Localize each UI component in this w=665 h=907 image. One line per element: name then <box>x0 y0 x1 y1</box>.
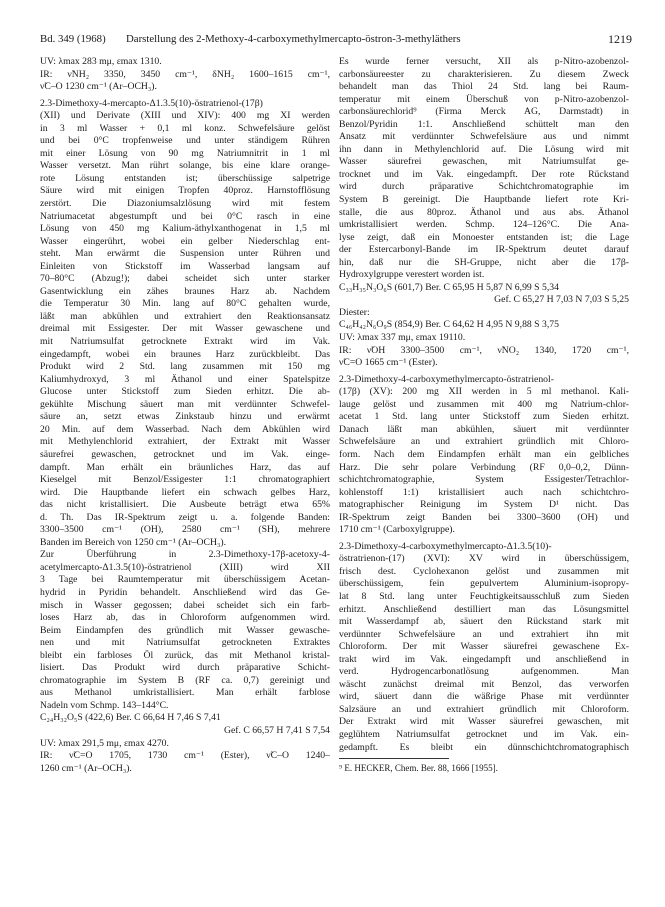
text-line: säure an, setzt etwas Zinkstaub hinzu und erwärmt <box>40 411 330 423</box>
text-line: C₃₃H₃₅N₃O₆S (601,7) Ber. C 65,95 H 5,87 N 6,99 S 5,34 <box>339 281 559 293</box>
text-line: mit Natriumsulfat getrocknete Extrakt wird im Vak. <box>40 336 330 348</box>
text-line: loses Harz ab, das in Chloroform aufgenommen wird. <box>40 612 330 624</box>
text-line: frisch dest. Cyclohexanon gelöst und zusammen mit <box>339 565 629 577</box>
text-line: Beim Eindampfen des gründlich mit Wasser gewasche- <box>40 624 330 636</box>
text-line: Chloroform. Der mit Wasser säurefrei gewaschene Ex- <box>339 641 629 653</box>
text-line: 2.3-Dimethoxy-4-carboxymethylmercapto-östratrienol- <box>339 373 554 385</box>
text-line: carbonsäurechlorid⁹ (Firma Merck AG, Darmstadt) in <box>339 106 629 118</box>
text-line: Es wurde ferner versucht, XII als p-Nitro-azobenzol- <box>339 56 629 67</box>
text-line: in 3 ml Wasser + 0,1 ml konz. Schwefelsäure gelöst <box>40 122 330 134</box>
text-line: eingedampft, wobei ein braunes Harz zurückbleibt. Das <box>40 348 330 360</box>
text-line: IR: ν̃NH₂ 3350, 3450 cm⁻¹, δNH₂ 1600–1615 cm⁻¹, <box>40 68 330 80</box>
text-line: wird, säuert dann die wäßrige Phase mit verdünnter <box>339 691 629 703</box>
right-column <box>339 56 629 775</box>
text-line: acetylmercapto-Δ1.3.5(10)-östratrienol (XIII) wird XII <box>40 561 330 573</box>
text-line: Der Extrakt wird mit Wasser säurefrei gewaschen, mit <box>339 716 629 728</box>
text-line: carbonsäureester zu charakterisieren. Zu diesem Zweck <box>339 68 629 80</box>
text-line: IR: ν̃C=O 1705, 1730 cm⁻¹ (Ester), ν̃C–O 1240– <box>40 750 330 762</box>
page-number: 1219 <box>608 32 632 46</box>
text-line: gedampft. Es bleibt ein dünnschichtchromatographisch <box>339 741 629 753</box>
text-line: Harz. Die sehr polare Verbindung (RF 0,0–0,2, Dünn- <box>339 461 629 473</box>
text-line: behandelt man das Thiol 24 Std. lang bei Raum- <box>339 81 629 93</box>
text-line: d. Th. Das IR-Spektrum zeigt u. a. folgende Banden: <box>40 511 330 523</box>
text-line: Kaliumhydroxyd, 3 ml Äthanol und einer Spatelspitze <box>40 373 330 385</box>
text-line: form. Nach dem Eindampfen erhält man ein gelbliches <box>339 448 629 460</box>
text-line: umkristallisiert werden. Schmp. 124–126°C. Die Ana- <box>339 219 629 231</box>
text-line: verdünnter Schwefelsäure an und extrahiert ihn mit <box>339 628 629 640</box>
text-line: Banden im Bereich von 1250 cm⁻¹ (Ar–OCH₃). <box>40 536 227 548</box>
text-line: das nicht kristallisiert. Die Ausbeute beträgt etwa 65% <box>40 499 330 511</box>
text-line: lyse zeigt, daß ein Monoester entstanden ist; die Lage <box>339 231 629 243</box>
text-line: aus Methanol umkristallisiert. Man erhält farblose <box>40 687 330 699</box>
text-line: 2.3-Dimethoxy-4-mercapto-Δ1.3.5(10)-östratrienol-(17β) <box>40 97 263 109</box>
text-line: mit einer Lösung von 90 mg Natriumnitrit in 1 ml <box>40 147 330 159</box>
text-line: bleibt ein farbloses Öl zurück, das mit Methanol kristal- <box>40 649 330 661</box>
text-line: zerstört. Die Diazoniumsalzlösung wird mit festem <box>40 198 330 210</box>
text-line: misch in Wasser gegossen; dabei scheidet sich ein farb- <box>40 599 330 611</box>
text-line: rote Lösung entstanden ist; überschüssige salpetrige <box>40 172 330 184</box>
text-line: hydrid in Pyridin behandelt. Anschließend wird das Ge- <box>40 586 330 598</box>
text-line: Wasser säurefrei gewaschen, mit Natriumsulfat ge- <box>339 156 629 168</box>
text-line: lauge gelöst und zusammen mit 400 mg Natrium-chlor- <box>339 398 629 410</box>
text-line: trakt wird im Vak. eingedampft und anschließend in <box>339 653 629 665</box>
text-line: acetat 1 Std. lang unter Stickstoff zum Sieden erhitzt. <box>339 411 629 423</box>
text-line: Säure wird mit einigen Tropfen 40proz. Harnstofflösung <box>40 185 330 197</box>
text-line: UV: λmax 337 mμ, εmax 19110. <box>339 332 466 344</box>
text-line: wäscht zunächst dreimal mit Benzol, das verworfen <box>339 678 629 690</box>
text-line: Kieselgel mit Benzol/Essigester 1:1 chromatographiert <box>40 474 330 486</box>
text-line: der Estercarbonyl-Bande im IR-Spektrum deutet darauf <box>339 244 629 256</box>
text-line: UV: λmax 291,5 mμ, εmax 4270. <box>40 737 169 749</box>
text-line: erhitzt. Anschließend destilliert man das Lösungsmittel <box>339 603 629 615</box>
text-line: 2.3-Dimethoxy-4-carboxymethylmercapto-Δ1.3.5(10)- <box>339 540 552 552</box>
text-line: dampft. Man erhält ein bräunliches Harz, das auf <box>40 461 330 473</box>
text-line: läßt man abkühlen und extrahiert den Reaktionsansatz <box>40 310 330 322</box>
text-line: Lösung von 450 mg Kalium-äthylxanthogenat in 1,5 ml <box>40 223 330 235</box>
text-line: Salzsäure an und extrahiert gründlich mit Chloroform. <box>339 703 629 715</box>
text-line: C₂₄H₃₂O₅S (422,6) Ber. C 66,64 H 7,46 S 7,41 <box>40 712 221 724</box>
text-line: trocknet und im Vak. eingedampft. Der rote Rückstand <box>339 168 629 180</box>
text-line: temperatur mit einem Überschuß von p-Nitro-azobenzol- <box>339 93 629 105</box>
text-line: chromatographie im System B (RF ca. 0,7) gereinigt und <box>40 674 330 686</box>
text-line: matographischer Reinigung im System D¹ nicht. Das <box>339 499 629 511</box>
text-line: Produkt wird 2 Std. lang zusammen mit 150 mg <box>40 361 330 373</box>
text-line: wird. Die Hauptbande liefert ein schwach gelbes Harz, <box>40 486 330 498</box>
text-line: Wasser versetzt. Man rührt solange, bis eine klare orange- <box>40 160 330 172</box>
text-line: Danach läßt man abkühlen, säuert mit verdünnter <box>339 423 629 435</box>
text-line: dreimal mit Essigester. Der mit Wasser gewaschene und <box>40 323 330 335</box>
text-line: Schwefelsäure an und extrahiert gründlich mit Chloro- <box>339 436 629 448</box>
text-line: Natriumacetat abgestumpft und bei 0°C rasch in eine <box>40 210 330 222</box>
text-line: 3300–3500 cm⁻¹ (OH), 2580 cm⁻¹ (SH), mehrere <box>40 524 330 536</box>
text-line: stalle, die aus 80proz. Äthanol und aus abs. Äthanol <box>339 206 629 218</box>
text-line: östratrienon-(17) (XVI): XV wird in überschüssigem, <box>339 553 629 565</box>
text-line: säurefrei gewaschen, getrocknet und im Vak. einge- <box>40 448 330 460</box>
text-line: Einleiten von Stickstoff im Wasserbad langsam auf <box>40 260 330 272</box>
text-line: UV: λmax 283 mμ, εmax 1310. <box>40 56 162 67</box>
text-line: Gasentwicklung ein zähes braunes Harz ab. Nachdem <box>40 285 330 297</box>
text-line: Nadeln vom Schmp. 143–144°C. <box>40 699 169 711</box>
text-line: hin, daß nur die SH-Gruppe, nicht aber die 17β- <box>339 256 629 268</box>
text-line: nen und mit Natriumsulfat getrockneten Extraktes <box>40 637 330 649</box>
text-line: wird durch präparative Schichtchromatographie im <box>339 181 629 193</box>
text-line: C₄₆H₄₂N₆O₉S (854,9) Ber. C 64,62 H 4,95 N 9,88 S 3,75 <box>339 319 559 331</box>
text-line: Zur Überführung in 2.3-Dimethoxy-17β-acetoxy-4- <box>40 549 330 561</box>
running-title: Darstellung des 2-Methoxy-4-carboxymethylmercapto-östron-3-methyläthers <box>126 33 461 45</box>
text-line: (17β) (XV): 200 mg XII werden in 5 ml methanol. Kali- <box>339 386 629 398</box>
text-line: überschüssigem, fein gepulvertem Aluminium-isopropy- <box>339 578 629 590</box>
running-header <box>40 30 632 48</box>
text-line: Hydroxylgruppe verestert worden ist. <box>339 269 485 281</box>
text-line: die Temperatur 30 Min. lang auf 80°C gehalten wurde, <box>40 298 330 310</box>
footnote-rule <box>339 758 449 759</box>
left-column <box>40 56 330 775</box>
text-line: 1710 cm⁻¹ (Carboxylgruppe). <box>339 524 455 536</box>
text-line: 3 Tage bei Raumtemperatur mit überschüssigem Acetan- <box>40 574 330 586</box>
text-line: geglühtem Natriumsulfat getrocknet und im Vak. ein- <box>339 728 629 740</box>
text-line: ν̃C–O 1230 cm⁻¹ (Ar–OCH₃). <box>40 81 157 93</box>
text-line: 70–80°C (Abzug!); dabei scheidet sich unter starker <box>40 273 330 285</box>
text-line: 1260 cm⁻¹ (Ar–OCH₃). <box>40 762 132 774</box>
text-line: IR-Spektrum zeigt Banden bei 3300–3600 (OH) und <box>339 511 629 523</box>
text-line: ihn dann in Methylenchlorid auf. Die Lösung wird mit <box>339 143 629 155</box>
text-line: und bei 0°C tropfenweise und unter ständigem Rühren <box>40 135 330 147</box>
text-line: mit Wasserdampf ab, säuert den Rückstand stark mit <box>339 616 629 628</box>
text-line: Gef. C 66,57 H 7,41 S 7,54 <box>223 724 330 736</box>
text-line: ν̃C=O 1665 cm⁻¹ (Ester). <box>339 357 438 369</box>
text-line: schichtchromatographie, System Essigester/Tetrachlor- <box>339 474 629 486</box>
text-line: IR: ν̃OH 3300–3500 cm⁻¹, ν̃NO₂ 1340, 1720 cm⁻¹, <box>339 344 629 356</box>
text-line: Diester: <box>339 306 370 318</box>
text-line: steht. Man erwärmt die Suspension unter Rühren und <box>40 248 330 260</box>
text-line: Gef. C 65,27 H 7,03 N 7,03 S 5,25 <box>494 294 629 306</box>
text-line: Benzol/Pyridin 1:1. Anschließend schüttelt man den <box>339 118 629 130</box>
text-line: Glucose unter Stickstoff zum Sieden erhitzt. Die ab- <box>40 386 330 398</box>
footnote: ⁹ E. HECKER, Chem. Ber. 88, 1666 [1955]. <box>339 763 498 774</box>
journal-volume: Bd. 349 (1968) <box>40 33 106 45</box>
text-line: gekühlte Mischung säuert man mit verdünnter Schwefel- <box>40 398 330 410</box>
text-line: Wasser eingerührt, wobei ein gelber Niederschlag ent- <box>40 235 330 247</box>
text-line: mit Methylenchlorid extrahiert, der Extrakt mit Wasser <box>40 436 330 448</box>
text-line: 20 Min. auf dem Wasserbad. Nach dem Abkühlen wird <box>40 423 330 435</box>
text-line: verd. Hydrogencarbonatlösung aufgenommen. Man <box>339 666 629 678</box>
text-line: lat 8 Std. lang unter Feuchtigkeitsausschluß zum Sieden <box>339 590 629 602</box>
text-line: kohlenstoff 1:1) kristallisiert auch nach schichtchro- <box>339 486 629 498</box>
text-line: (XII) und Derivate (XIII und XIV): 400 mg XI werden <box>40 110 330 122</box>
text-line: Ansatz mit verdünnter Schwefelsäure aus und nimmt <box>339 131 629 143</box>
text-line: System B gereinigt. Die Hauptbande liefert rote Kri- <box>339 194 629 206</box>
text-line: lisiert. Das Produkt wird durch präparative Schicht- <box>40 662 330 674</box>
